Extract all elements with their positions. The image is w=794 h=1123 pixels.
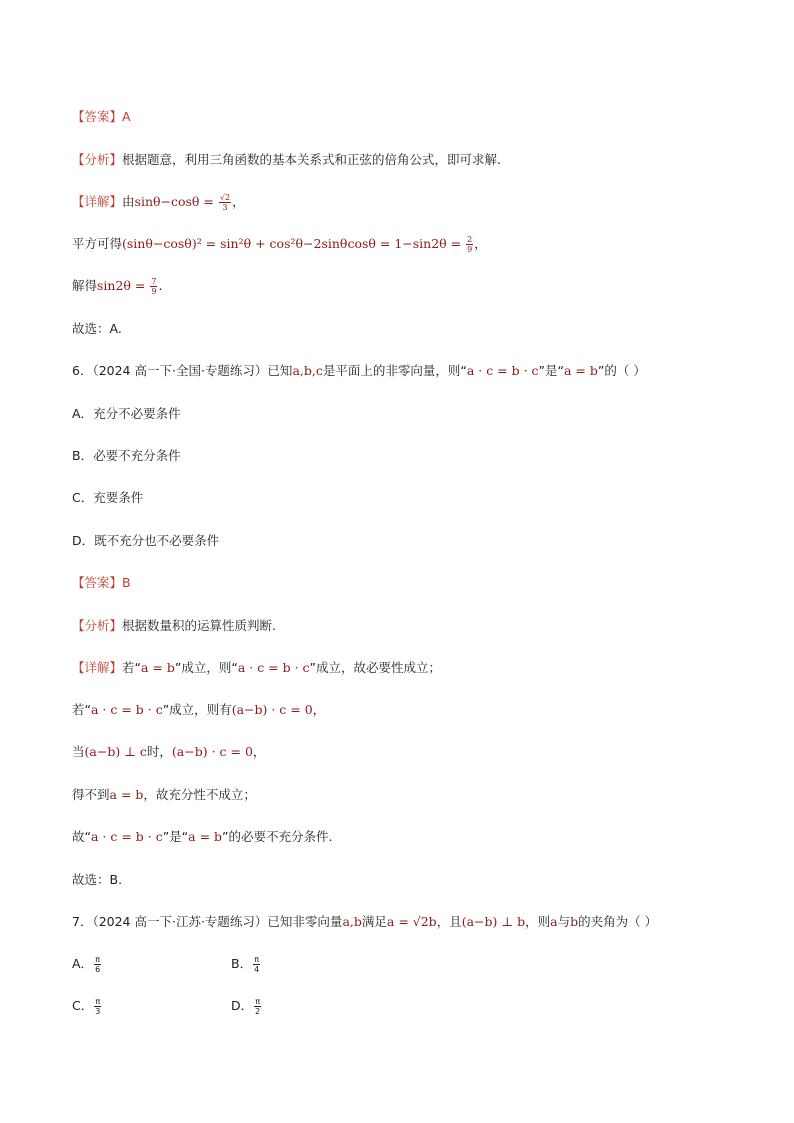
q7-option-d: D． $\frac{\pi}{2}$ — [231, 997, 261, 1016]
q7-option-a: A． $\frac{\pi}{6}$ — [72, 955, 101, 974]
fraction: $\frac{\pi}{4}$ — [254, 955, 260, 974]
q6-option-d: D．既不充分也不必要条件 — [72, 533, 220, 548]
q6-detail-line1: 【详解】若“a = b”成立，则“a · c = b · c”成立，故必要性成立； — [72, 660, 442, 675]
q7-option-b: B． $\frac{\pi}{4}$ — [231, 955, 260, 974]
answer-tag: 【答案】 — [72, 109, 123, 124]
q7-stem: 7．（2024 高一下·江苏·专题练习）已知非零向量a,b满足a = √2b，且(a−b) ⊥ b，则a与b的夹角为（ ） — [72, 914, 658, 929]
fraction: $\frac{\pi}{6}$ — [95, 955, 101, 974]
q7-option-c: C． $\frac{\pi}{3}$ — [72, 997, 101, 1016]
q6-choose-line: 故选：B. — [72, 872, 123, 887]
q6-detail-line3: 当(a−b) ⊥ c时，(a−b) · c = 0， — [72, 744, 266, 759]
fraction: $\frac{\pi}{2}$ — [255, 997, 261, 1016]
detail-tag: 【详解】 — [72, 660, 123, 675]
fraction: $\frac{7}{9}$ — [151, 277, 157, 296]
q5-detail-line1: 【详解】由sinθ−cosθ = $\frac{√2}{3}$ ， — [72, 193, 245, 212]
q5-choose-line: 故选：A. — [72, 321, 122, 336]
q6-analysis-line: 【分析】根据数量积的运算性质判断. — [72, 618, 276, 633]
math-expr: sinθ−cosθ = — [134, 194, 214, 209]
answer-value: A — [122, 109, 131, 124]
q6-option-c: C．充要条件 — [72, 490, 144, 505]
detail-prefix: 由 — [122, 194, 135, 209]
fraction: $\frac{\pi}{3}$ — [95, 997, 101, 1016]
detail-tag: 【详解】 — [72, 194, 123, 209]
q6-detail-line5: 故“a · c = b · c”是“a = b”的必要不充分条件. — [72, 829, 333, 844]
answer-tag: 【答案】 — [72, 575, 123, 590]
q6-stem: 6．（2024 高一下·全国·专题练习）已知a,b,c是平面上的非零向量，则“a · c = b · c”是“a = b”的（ ） — [72, 363, 646, 378]
q5-analysis-line — [72, 151, 501, 169]
fraction: $\frac{2}{9}$ — [467, 235, 473, 254]
math-expr: (sinθ−cosθ)² = sin²θ + cos²θ−2sinθcosθ = 1−sin2θ = — [122, 236, 462, 251]
math-expr: sin2θ = — [97, 278, 146, 293]
q6-detail-line4: 得不到a = b，故充分性不成立； — [72, 787, 256, 802]
answer-value: B — [122, 575, 131, 590]
q5-detail-line3: 解得sin2θ = $\frac{7}{9}$ . — [72, 277, 163, 296]
q6-option-b: B．必要不充分条件 — [72, 448, 181, 463]
q6-option-a: A．充分不必要条件 — [72, 406, 181, 421]
q5-answer-line — [72, 108, 131, 126]
analysis-text: 根据题意，利用三角函数的基本关系式和正弦的倍角公式，即可求解. — [122, 152, 501, 167]
q6-answer-line — [72, 574, 131, 592]
fraction: $\frac{√2}{3}$ — [219, 193, 231, 212]
q5-detail-line2: 平方可得(sinθ−cosθ)² = sin²θ + cos²θ−2sinθcosθ = 1−sin2θ = $\frac{2}{9}$ ， — [72, 235, 487, 254]
q6-detail-line2: 若“a · c = b · c”成立，则有(a−b) · c = 0， — [72, 702, 326, 717]
analysis-tag: 【分析】 — [72, 152, 123, 167]
analysis-tag: 【分析】 — [72, 618, 123, 633]
condition-1: a · c = b · c — [466, 363, 539, 378]
condition-2: a = b — [564, 363, 598, 378]
vector-list: a,b,c — [292, 363, 323, 378]
